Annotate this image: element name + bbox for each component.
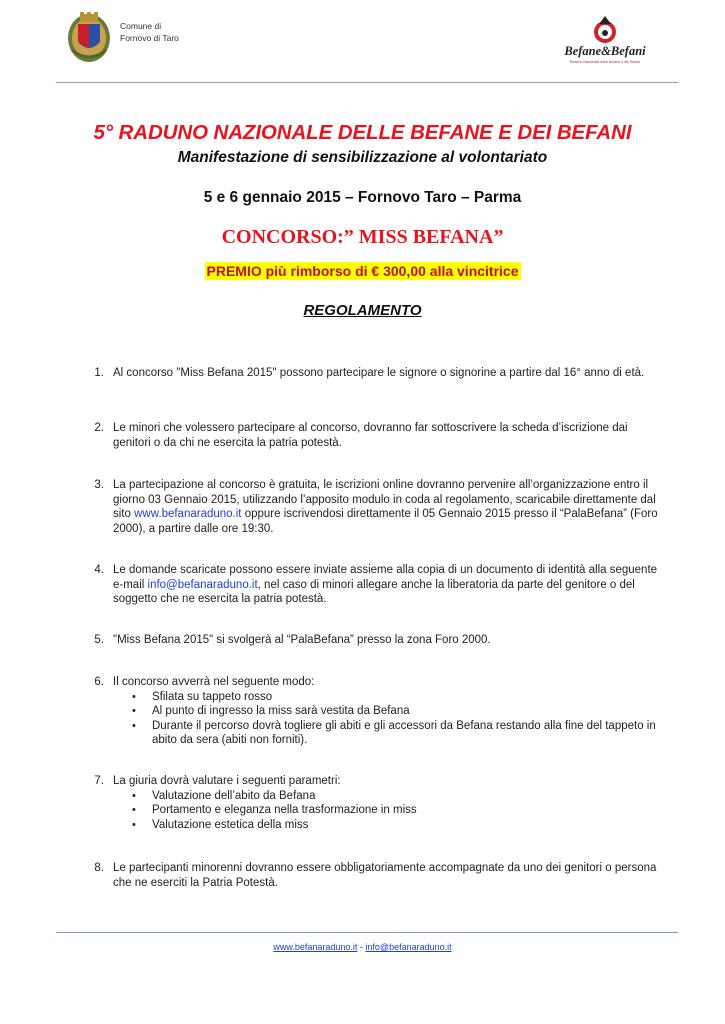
rule-number: 4.	[94, 564, 104, 576]
regolamento-heading: REGOLAMENTO	[303, 302, 422, 319]
page-subtitle: Manifestazione di sensibilizzazione al volontariato	[177, 149, 548, 166]
bullet-item: • Sfilata su tappeto rosso	[132, 690, 668, 705]
footer	[0, 942, 725, 952]
rule-text-part: La partecipazione al concorso è gratuita, le iscrizioni online dovranno pervenire all’organizzazione entro il giorno 03 Gennaio 2015, utilizzando l’apposito modulo in coda al regolamento, scaricabile direttamente dal sito	[113, 479, 656, 520]
bullet-item: • Durante il percorso dovrà togliere gli abiti e gli accessori da Befana restando alla fine del tappeto in abito da sera (abiti non forniti).	[132, 719, 668, 748]
footer-divider	[56, 932, 678, 933]
rule-text: Le partecipanti minorenni dovranno essere obbligatoriamente accompagnate da uno dei genitori o persona che ne eserciti la Patria Potestà.	[113, 862, 657, 889]
header-divider	[56, 82, 678, 83]
contest-title: CONCORSO:” MISS BEFANA”	[221, 226, 504, 248]
bullet-list	[132, 789, 668, 833]
rule-text-part: , nel caso di minori allegare anche la liberatoria da parte del genitore o del soggetto che ne esercita la patria potestà.	[113, 578, 635, 605]
rule-number: 3.	[94, 479, 104, 491]
logo-text: Befane&Befani	[564, 44, 646, 58]
rule-text: Al concorso "Miss Befana 2015" possono partecipare le signore o signorine a partire dal 16° anno di età.	[113, 367, 645, 379]
rule-text	[113, 563, 668, 607]
rule-number: 1.	[94, 367, 104, 379]
rule-text	[113, 478, 668, 536]
comune-line-2: Fornovo di Taro	[120, 33, 179, 43]
footer-separator: -	[357, 942, 366, 952]
rule-body	[113, 675, 668, 748]
rule-number: 5.	[94, 634, 104, 646]
rule-number: 6.	[94, 676, 104, 688]
rule-text-part: Le domande scaricate possono essere inviate assieme alla copia di un documento di identità alla seguente e-mail	[113, 564, 658, 591]
comune-label	[120, 20, 179, 44]
website-link[interactable]: www.befanaraduno.it	[134, 508, 242, 520]
coat-of-arms-icon	[66, 10, 112, 64]
rule-text: Il concorso avverrà nel seguente modo:	[113, 676, 315, 688]
bullet-item: • Portamento e eleganza nella trasformazione in miss	[132, 803, 668, 818]
logo-tagline: Raduno Nazionale delle Befane e dei Befani	[569, 60, 641, 64]
comune-line-1: Comune di	[120, 21, 162, 31]
page-title: 5° RADUNO NAZIONALE DELLE BEFANE E DEI BEFANI	[93, 121, 632, 144]
bullet-list	[132, 690, 668, 748]
bullet-item: • Valutazione dell’abito da Befana	[132, 789, 668, 804]
rule-number: 8.	[94, 862, 104, 874]
prize-line	[0, 263, 725, 281]
footer-website-link[interactable]: www.befanaraduno.it	[273, 942, 358, 952]
rule-text: Le minori che volessero partecipare al concorso, dovranno far sottoscrivere la scheda d’iscrizione dai genitori o da chi ne esercita la patria potestà.	[113, 422, 628, 449]
event-dates: 5 e 6 gennaio 2015 – Fornovo Taro – Parma	[203, 189, 522, 206]
email-link[interactable]: info@befanaraduno.it	[147, 578, 258, 591]
rule-number: 7.	[94, 775, 104, 787]
footer-email-link[interactable]: info@befanaraduno.it	[365, 942, 452, 952]
bullet-item: • Al punto di ingresso la miss sarà vestita da Befana	[132, 704, 668, 719]
bullet-item: • Valutazione estetica della miss	[132, 818, 668, 833]
rule-text: La giuria dovrà valutare i seguenti parametri:	[113, 775, 341, 787]
rule-text-part: oppure iscrivendosi direttamente il 05 Gennaio 2015 presso il “PalaBefana” (Foro 2000), a partire dalle ore 19:30.	[113, 508, 658, 535]
rule-number: 2.	[94, 422, 104, 434]
rule-body	[113, 774, 668, 832]
rule-text: "Miss Befana 2015" si svolgerà al “PalaBefana” presso la zona Foro 2000.	[113, 634, 491, 646]
prize-text: PREMIO più rimborso di € 300,00 alla vincitrice	[206, 263, 519, 279]
befana-logo-icon	[555, 16, 655, 72]
